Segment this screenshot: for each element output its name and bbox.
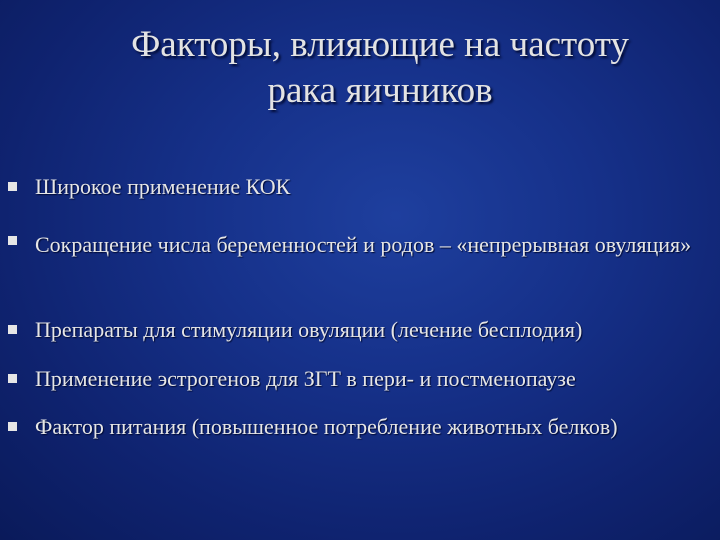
bullet-text: Широкое применение КОК <box>35 174 291 199</box>
square-bullet-icon <box>8 236 17 245</box>
bullet-text: Применение эстрогенов для ЗГТ в пери- и постменопаузе <box>35 366 576 391</box>
bullet-text: Препараты для стимуляции овуляции (лечение бесплодия) <box>35 317 583 342</box>
square-bullet-icon <box>8 325 17 334</box>
square-bullet-icon <box>8 374 17 383</box>
square-bullet-icon <box>8 422 17 431</box>
square-bullet-icon <box>8 182 17 191</box>
slide-title-line-2: рака яичников <box>267 70 493 111</box>
bullet-text: Сокращение числа беременностей и родов – «непрерывная овуляция» <box>35 232 692 257</box>
slide-title-line-1: Факторы, влияющие на частоту <box>131 24 629 65</box>
bullet-text: Фактор питания (повышенное потребление животных белков) <box>35 414 618 439</box>
